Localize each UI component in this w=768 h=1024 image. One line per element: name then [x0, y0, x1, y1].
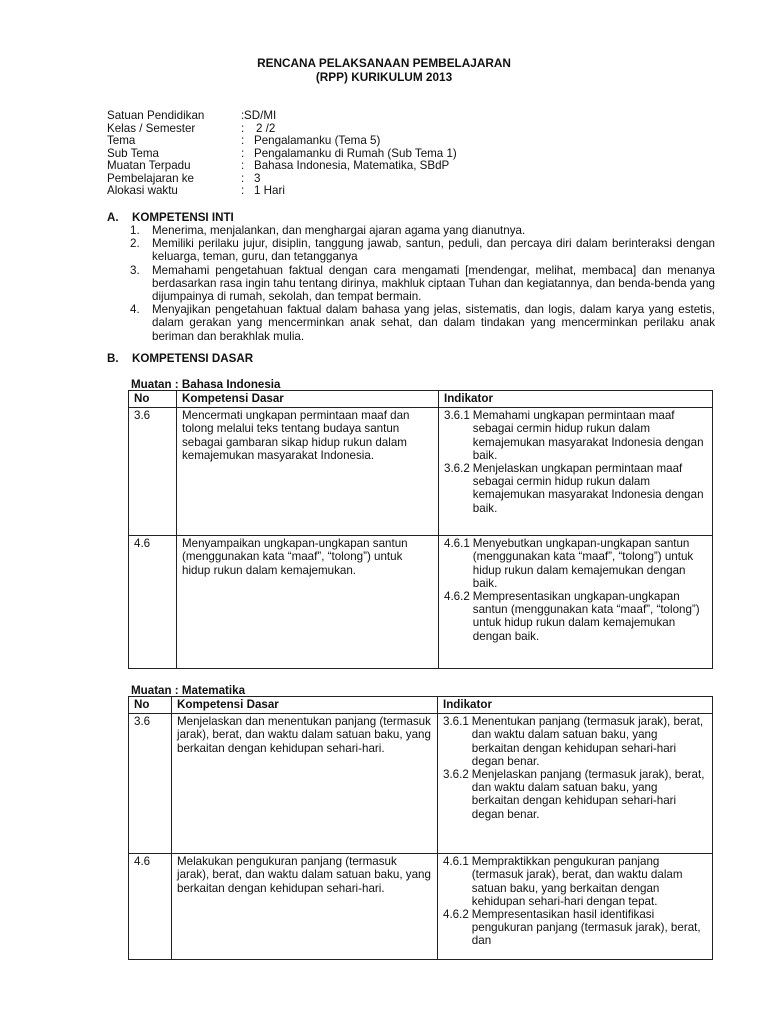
indicator-item [444, 590, 707, 643]
cell-kompetensi-dasar: Menjelaskan dan menentukan panjang (termasuk jarak), berat, dan waktu dalam satuan baku, yang berkaitan dengan kehidupan sehari-hari. [172, 714, 438, 854]
indicator-text: Mempraktikkan pengukuran panjang (termasuk jarak), berat, dan waktu dalam satuan baku, yang berkaitan dengan kehidupan sehari-hari dengan tepat. [471, 855, 683, 908]
column-header-indikator: Indikator [439, 391, 713, 408]
identity-key: Pembelajaran ke [107, 171, 195, 185]
cell-kompetensi-dasar: Menyampaikan ungkapan-ungkapan santun (menggunakan kata “maaf”, “tolong”) untuk hidup rukun dalam kemajemukan. [177, 536, 439, 669]
cell-no: 3.6 [129, 408, 177, 536]
identity-separator: : [241, 134, 245, 147]
indicator-item [443, 908, 707, 948]
cell-no: 3.6 [129, 714, 172, 854]
list-number: 3. [130, 263, 140, 277]
identity-key: Tema [107, 134, 136, 147]
identity-key: Satuan Pendidikan [107, 109, 205, 122]
column-header-kd: Kompetensi Dasar [177, 391, 439, 408]
identity-row [107, 185, 457, 198]
column-header-kd: Kompetensi Dasar [172, 697, 438, 714]
section-letter: A. [107, 211, 119, 224]
column-header-no: No [129, 391, 177, 408]
identity-value: Bahasa Indonesia, Matematika, SBdP [254, 159, 450, 172]
cell-indikator [439, 408, 713, 536]
indicator-text: Menentukan panjang (termasuk jarak), berat, dan waktu dalam satuan baku, yang berkaitan dengan kehidupan sehari-hari degan benar. [471, 715, 704, 768]
list-number: 2. [130, 237, 140, 251]
identity-value: SD/MI [244, 109, 277, 122]
list-item [130, 224, 715, 237]
identity-key: Muatan Terpadu [107, 159, 191, 172]
cell-indikator [439, 536, 713, 669]
indicator-item [444, 537, 707, 590]
list-item [130, 303, 715, 343]
indicator-text: Mempresentasikan ungkapan-ungkapan santun (menggunakan kata “maaf”, “tolong”) untuk hidup rukun dalam kemajemukan dengan baik. [472, 590, 700, 643]
indicator-number: 3.6.1 [443, 715, 469, 729]
table-row [129, 854, 713, 960]
list-text: Menerima, menjalankan, dan menghargai ajaran agama yang dianutnya. [152, 224, 526, 237]
muatan-bahasa-label: Muatan : Bahasa Indonesia [131, 378, 281, 391]
cell-kompetensi-dasar: Melakukan pengukuran panjang (termasuk jarak), berat, dan waktu dalam satuan baku, yang berkaitan dengan kehidupan sehari-hari. [172, 854, 438, 960]
identity-separator: : [241, 171, 245, 185]
identity-separator: : [241, 146, 245, 160]
indicator-item [444, 409, 707, 462]
list-number: 1. [130, 224, 140, 237]
list-number: 4. [130, 303, 140, 317]
section-letter: B. [107, 352, 119, 365]
title-line-2: (RPP) KURIKULUM 2013 [315, 69, 453, 84]
identity-key: Alokasi waktu [107, 184, 178, 197]
column-header-indikator: Indikator [438, 697, 713, 714]
indicator-number: 4.6.1 [443, 855, 469, 869]
identity-separator: : [241, 109, 245, 122]
section-a-heading [107, 211, 234, 224]
indicator-text: Mempresentasikan hasil identifikasi pengukuran panjang (termasuk jarak), berat, dan [471, 908, 701, 948]
table-row [129, 536, 713, 669]
indicator-number: 3.6.2 [444, 462, 470, 476]
indicator-text: Menjelaskan ungkapan permintaan maaf sebagai cermin hidup rukun dalam kemajemukan masyarakat Indonesia dengan baik. [472, 462, 704, 515]
indicator-text: Menyebutkan ungkapan-ungkapan santun (menggunakan kata “maaf”, “tolong”) untuk hidup rukun dalam kemajemukan dengan baik. [472, 537, 694, 590]
identity-row [107, 160, 457, 173]
table-header-row [129, 697, 713, 714]
document-title [0, 57, 768, 84]
section-title: KOMPETENSI INTI [132, 211, 234, 224]
identity-value: 2 /2 [256, 121, 276, 135]
indicator-item [443, 855, 707, 908]
bahasa-indonesia-table [128, 390, 713, 669]
list-item [130, 237, 715, 263]
section-b-heading [107, 352, 253, 365]
identity-separator: : [241, 184, 245, 197]
column-header-no: No [129, 697, 172, 714]
indicator-number: 4.6.1 [444, 537, 470, 551]
identity-block [107, 110, 457, 198]
kompetensi-inti-list [130, 224, 715, 343]
cell-indikator [438, 714, 713, 854]
indicator-item [443, 715, 707, 768]
identity-value: Pengalamanku di Rumah (Sub Tema 1) [254, 146, 457, 160]
matematika-table [128, 696, 713, 960]
identity-key: Kelas / Semester [107, 121, 196, 135]
list-text: Menyajikan pengetahuan faktual dalam bahasa yang jelas, sistematis, dan logis, dalam karya yang estetis, dalam gerakan yang mencerminkan anak sehat, dan dalam tindakan yang mencerminkan perilaku anak beriman dan berakhlak mulia. [152, 303, 715, 343]
indicator-number: 3.6.1 [444, 409, 470, 423]
indicator-text: Menjelaskan panjang (termasuk jarak), berat, dan waktu dalam satuan baku, yang berkaitan dengan kehidupan sehari-hari degan benar. [471, 768, 705, 821]
identity-key: Sub Tema [107, 146, 159, 160]
title-line-1: RENCANA PELAKSANAAN PEMBELAJARAN [257, 56, 511, 70]
identity-row [107, 135, 457, 148]
list-text: Memahami pengetahuan faktual dengan cara mengamati [mendengar, melihat, membaca] dan menanya berdasarkan rasa ingin tahu tentang dirinya, makhluk ciptaan Tuhan dan kegiatannya, dan benda-benda yang dijumpainya di rumah, sekolah, dan tempat bermain. [152, 263, 715, 304]
table-header-row [129, 391, 713, 408]
muatan-matematika-label: Muatan : Matematika [131, 684, 246, 697]
identity-value: Pengalamanku (Tema 5) [254, 134, 381, 147]
list-item [130, 264, 715, 304]
table-row [129, 714, 713, 854]
table-row [129, 408, 713, 536]
indicator-number: 4.6.2 [443, 908, 469, 922]
indicator-item [444, 462, 707, 515]
cell-no: 4.6 [129, 536, 177, 669]
cell-no: 4.6 [129, 854, 172, 960]
indicator-number: 3.6.2 [443, 768, 469, 782]
indicator-number: 4.6.2 [444, 590, 470, 604]
identity-row [107, 110, 457, 123]
list-text: Memiliki perilaku jujur, disiplin, tanggung jawab, santun, peduli, dan percaya diri dalam berinteraksi dengan keluarga, teman, guru, dan tetangganya [152, 237, 715, 264]
identity-value: 3 [254, 171, 261, 185]
section-title: KOMPETENSI DASAR [132, 352, 254, 365]
identity-value: 1 Hari [254, 184, 285, 197]
identity-separator: : [241, 159, 245, 172]
indicator-item [443, 768, 707, 821]
cell-indikator [438, 854, 713, 960]
cell-kompetensi-dasar: Mencermati ungkapan permintaan maaf dan tolong melalui teks tentang budaya santun sebagai gambaran sikap hidup rukun dalam kemajemukan masyarakat Indonesia. [177, 408, 439, 536]
indicator-text: Memahami ungkapan permintaan maaf sebagai cermin hidup rukun dalam kemajemukan masyarakat Indonesia dengan baik. [472, 409, 704, 462]
identity-separator: : [241, 121, 245, 135]
